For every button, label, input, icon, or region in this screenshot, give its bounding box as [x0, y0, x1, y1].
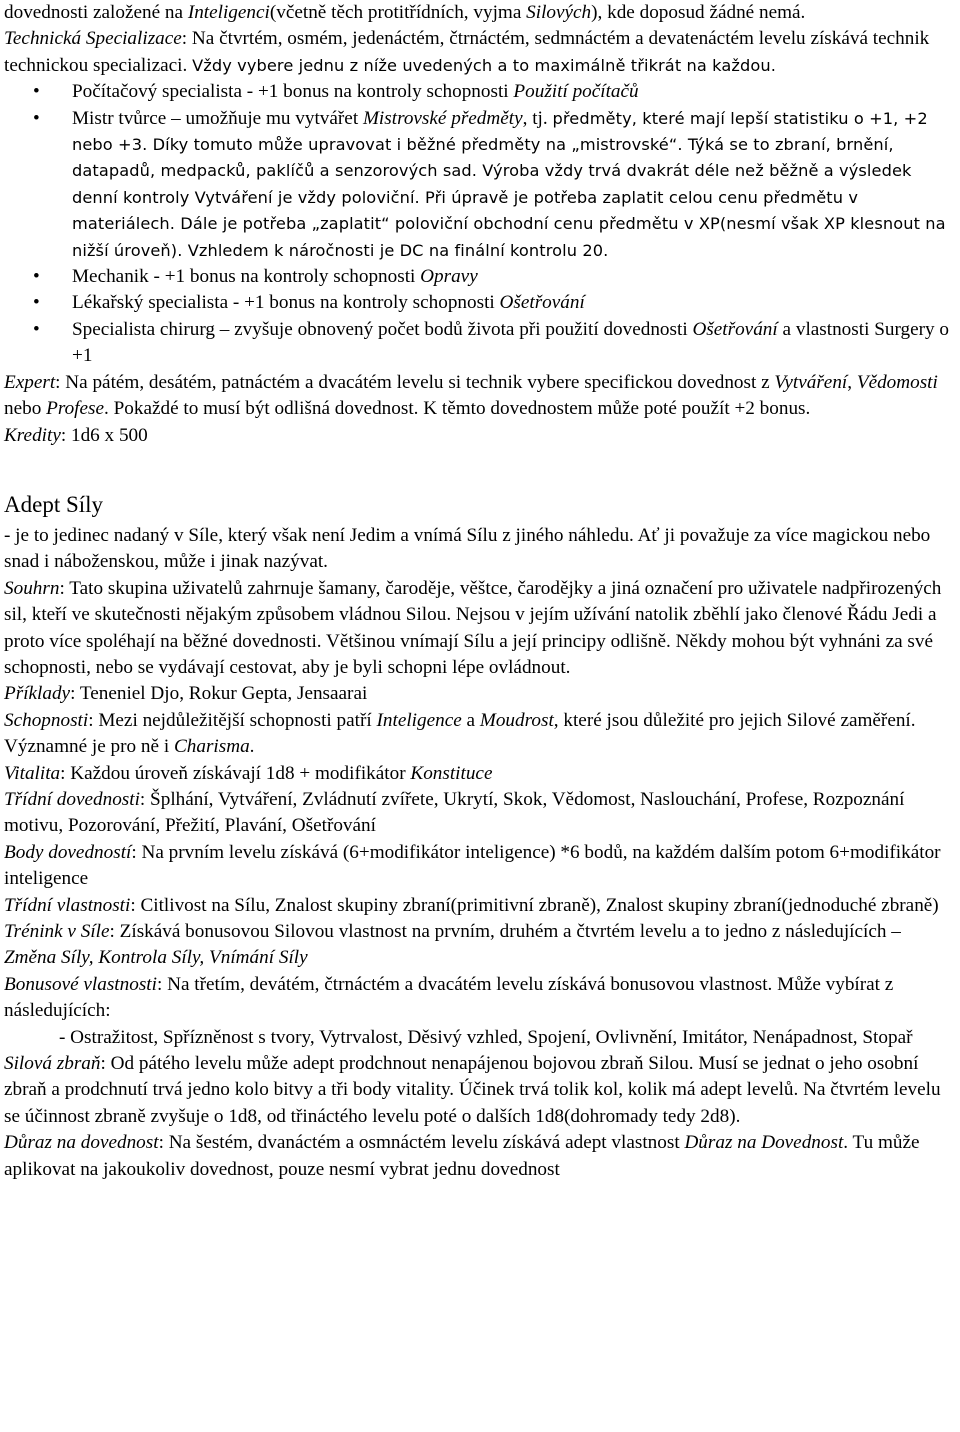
force-weapon-paragraph: Silová zbraň: Od pátého levelu může adept prodchnout nenapájenou bojovou zbraň Silou. Musí se jednat o jeho osobní zbraň a prodchnutí trvá jedno kolo bitvy a tři body vitality. Účinek trvá tolik kol, kolik má adept levelů. Na čtvrtém levelu se účinnost zbraně zvyšuje o 1d8, od třináctého levelu poté o dalších 1d8(dohromady tedy 2d8).	[4, 1053, 941, 1127]
bonus-features-paragraph: Bonusové vlastnosti: Na třetím, devátém, čtrnáctém a dvacátém levelu získává bonusovou vlastnost. Může vybírat z následujících:	[4, 973, 894, 1022]
abilities-paragraph: Schopnosti: Mezi nejdůležitější schopnosti patří Inteligence a Moudrost, které jsou důležité pro jejich Silové zaměření. Významné je pro ně i Charisma.	[4, 709, 916, 758]
skill-emphasis-paragraph: Důraz na dovednost: Na šestém, dvanáctém a osmnáctém levelu získává adept vlastnost Důraz na Dovednost. Tu může aplikovat na jakoukoliv dovednost, pouze nesmí vybrat jednu dovednost	[4, 1132, 920, 1180]
summary-paragraph: Souhrn: Tato skupina uživatelů zahrnuje šamany, čaroděje, věštce, čarodějky a jiná označení pro uživatele nadpřirozených sil, kteří ve skutečnosti nějakým způsobem vládnou Silou. Nejsou v jejím užívání natolik zběhlí jako členové Řádu Jedi a proto více spoléhají na běžné dovednosti. Většinou vnímají Sílu a její principy odlišně. Někdy mohou být vyhnáni za své schopnosti, nebo se vydávají cestovat, aby je byli schopni lépe ovládnout.	[4, 577, 942, 678]
expert-paragraph: Expert: Na pátém, desátém, patnáctém a dvacátém levelu si technik vybere specifickou dovednost z Vytváření, Vědomosti nebo Profese. Pokaždé to musí být odlišná dovednost. K těmto dovednostem může poté použít +2 bonus.	[4, 371, 938, 420]
class-features-paragraph: Třídní vlastnosti: Citlivost na Sílu, Znalost skupiny zbraní(primitivní zbraně), Znalost skupiny zbraní(jednoduché zbraně)	[4, 894, 939, 916]
list-item-medical-specialist: • Lékařský specialista - +1 bonus na kontroly schopnosti Ošetřování	[4, 290, 956, 316]
list-item-master-crafter: • Mistr tvůrce – umožňuje mu vytvářet Mistrovské předměty, tj. předměty, které mají lepší statistiku o +1, +2 nebo +3. Díky tomuto může upravovat i běžné předměty na „mistrovské“. Týká se to zbraní, brnění, datapadů, medpacků, paklíčů a senzorových sad. Výroba vždy trvá dvakrát déle než běžně a výsledek denní kontroly Vytváření je vždy poloviční. Při úpravě je potřeba zaplatit celou cenu předmětu v materiálech. Dále je potřeba „zaplatit“ poloviční obchodní cenu předmětu v XP(nesmí však XP klesnout na nižší úroveň). Vzhledem k náročnosti je DC na finální kontrolu 20.	[4, 106, 956, 264]
list-item-computer-specialist: • Počítačový specialista - +1 bonus na kontroly schopnosti Použití počítačů	[4, 79, 956, 105]
bonus-features-list: - Ostražitost, Spřízněnost s tvory, Vytrvalost, Děsivý vzhled, Spojení, Ovlivnění, Imitátor, Nenápadnost, Stopař	[59, 1026, 913, 1048]
list-item-surgeon: • Specialista chirurg – zvyšuje obnovený počet bodů života při použití dovednosti Ošetřování a vlastnosti Surgery o +1	[4, 317, 956, 370]
list-item-mechanic: • Mechanik - +1 bonus na kontroly schopnosti Opravy	[4, 264, 956, 290]
adept-intro: - je to jedinec nadaný v Síle, který však není Jedim a vnímá Sílu z jiného náhledu. Ať ji považuje za více magickou nebo snad i náboženskou, může i jinak nazývat.	[4, 524, 931, 573]
class-skills-paragraph: Třídní dovednosti: Šplhání, Vytváření, Zvládnutí zvířete, Ukrytí, Skok, Vědomost, Naslouchání, Profese, Rozpoznání motivu, Pozorování, Přežití, Plavání, Ošetřování	[4, 788, 905, 837]
vitality-paragraph: Vitalita: Každou úroveň získávají 1d8 + modifikátor Konstituce	[4, 762, 493, 784]
specialization-list	[4, 79, 956, 369]
examples-paragraph: Příklady: Teneniel Djo, Rokur Gepta, Jensaarai	[4, 683, 368, 705]
intro-paragraph: dovednosti založené na Inteligenci(včetně těch protitřídních, vyjma Silových), kde doposud žádné nemá.	[4, 2, 806, 23]
skill-points-paragraph: Body dovedností: Na prvním levelu získává (6+modifikátor inteligence) *6 bodů, na každém dalším potom 6+modifikátor inteligence	[4, 841, 941, 890]
credits-paragraph: Kredity: 1d6 x 500	[4, 424, 148, 446]
technical-specialization-paragraph: Technická Specializace: Na čtvrtém, osmém, jedenáctém, čtrnáctém, sedmnáctém a devatenáctém levelu získává technik technickou specializaci. Vždy vybere jednu z níže uvedených a to maximálně třikrát na každou.	[4, 28, 930, 76]
force-training-paragraph: Trénink v Síle: Získává bonusovou Silovou vlastnost na prvním, druhém a čtvrtém levelu a to jedno z následujících – Změna Síly, Kontrola Síly, Vnímání Síly	[4, 921, 901, 969]
section-heading: Adept Síly	[4, 491, 104, 517]
